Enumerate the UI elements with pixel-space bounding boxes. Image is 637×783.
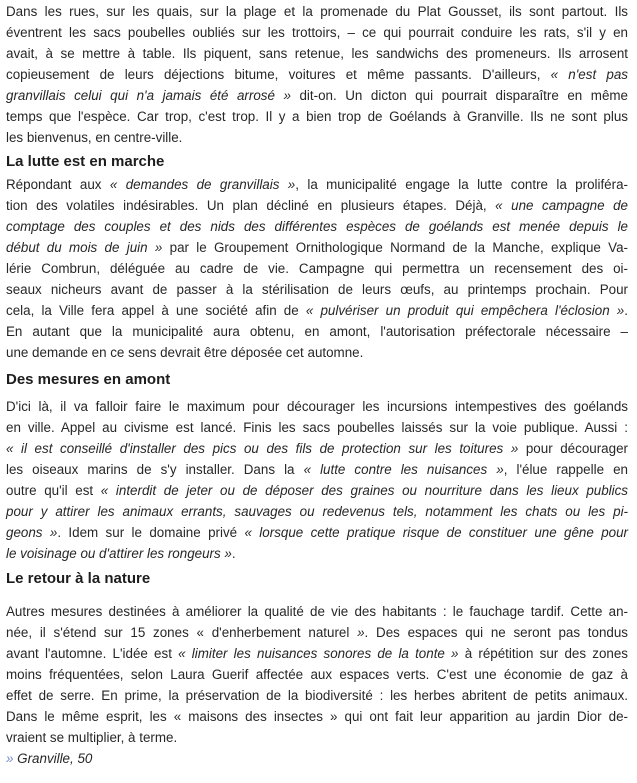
text-line: effet de serre. En prime, la préservation de la biodiversité : les herbes abritent de petits animaux. bbox=[6, 688, 628, 703]
text-line: Répondant aux « demandes de granvillais », la municipalité engage la lutte contre la proliféra- bbox=[6, 177, 628, 192]
text-line: une demande en ce sens devrait être déposée cet automne. bbox=[6, 345, 364, 360]
text-line: Autres mesures destinées à améliorer la qualité de vie des habitants : le fauchage tardif. Cette an- bbox=[6, 604, 628, 619]
section-heading-mesures: Des mesures en amont bbox=[6, 371, 171, 388]
text-line: « il est conseillé d'installer des pics ou des fils de protection sur les toitures » pour décourager bbox=[6, 441, 628, 456]
text-line: vraient se multiplier, à terme. bbox=[6, 730, 178, 745]
text-line: avant l'automne. L'idée est « limiter les nuisances sonores de la tonte » à répétition sur des zones bbox=[6, 646, 628, 661]
byline-guillemet-icon: » bbox=[6, 751, 18, 766]
text-line: cela, la Ville fera appel à une société afin de « pulvériser un produit qui empêchera l'éclosion ». bbox=[6, 303, 628, 318]
byline-text: Granville, 50 bbox=[17, 751, 93, 766]
text-line: tion des volatiles indésirables. Un plan décliné en plusieurs étapes. Déjà, « une campagne de bbox=[6, 198, 628, 213]
text-line: éventrent les sacs poubelles oubliés sur les trottoirs, – ce qui pourrait conduire les rats, s'il y en bbox=[6, 25, 628, 40]
text-line: outre qu'il est « interdit de jeter ou de déposer des graines ou nourriture dans les lieux publics bbox=[6, 483, 628, 498]
text-line: temps que l'espèce. Car trop, c'est trop. Il y a bien trop de Goélands à Granville. Ils ne sont plus bbox=[6, 109, 628, 124]
text-line: geons ». Idem sur le domaine privé « lorsque cette pratique risque de constituer une gêne pour bbox=[6, 525, 629, 540]
text-line: seaux nicheurs avant de passer à la stérilisation de leurs œufs, au printemps prochain. Pour bbox=[6, 282, 628, 297]
text-line: granvillais celui qui n'a jamais été arrosé » dit-on. Un dicton qui pourrait disparaître en même bbox=[6, 88, 629, 103]
text-line: en ville. Appel au civisme est lancé. Finis les sacs poubelles laissés sur la voie publique. Aussi : bbox=[6, 420, 628, 435]
section-heading-lutte: La lutte est en marche bbox=[6, 153, 165, 170]
text-line: début du mois de juin » par le Groupement Ornithologique Normand de la Manche, explique Va- bbox=[6, 240, 629, 255]
text-line: avait, à se mettre à table. Ils piquent, sans retenue, les sandwichs des promeneurs. Ils arrosent bbox=[6, 46, 628, 61]
text-line: le voisinage ou d'attirer les rongeurs ». bbox=[6, 546, 236, 561]
intro-paragraph bbox=[6, 1, 628, 148]
lutte-paragraph bbox=[6, 174, 628, 363]
text-line: copieusement de leurs déjections bitume, voitures et même passants. D'ailleurs, « n'est pas bbox=[6, 67, 628, 82]
section-heading-nature: Le retour à la nature bbox=[6, 570, 151, 587]
text-line: Dans le même esprit, les « maisons des insectes » qui ont fait leur apparition au jardin Dior de- bbox=[6, 709, 628, 724]
text-line: En autant que la municipalité aura obtenu, en amont, l'autorisation préfectorale nécessaire – bbox=[6, 324, 628, 339]
text-line: pour y attirer les animaux errants, sauvages ou redevenus tels, notamment les chats ou les pi- bbox=[6, 504, 628, 519]
mesures-paragraph bbox=[6, 396, 628, 564]
text-line: moins fréquentées, selon Laura Guerif affectée aux espaces verts. C'est une économie de gaz à bbox=[6, 667, 628, 682]
text-line: comptage des couples et des nids des différentes espèces de goélands est menée depuis le bbox=[6, 219, 628, 234]
text-line: les oiseaux marins de s'y installer. Dans la « lutte contre les nuisances », l'élue rappelle en bbox=[6, 462, 628, 477]
text-line: Dans les rues, sur les quais, sur la plage et la promenade du Plat Gousset, ils sont partout. Ils bbox=[6, 4, 628, 19]
text-line: les bienvenus, en centre-ville. bbox=[6, 130, 183, 145]
source-byline[interactable] bbox=[6, 748, 628, 769]
text-line: née, il s'étend sur 15 zones « d'enherbement naturel ». Des espaces qui ne seront pas tondus bbox=[6, 625, 628, 640]
text-line: lérie Combrun, déléguée au cadre de vie. Campagne qui permettra un recensement des oi- bbox=[6, 261, 628, 276]
nature-paragraph bbox=[6, 601, 628, 748]
text-line: D'ici là, il va falloir faire le maximum pour décourager les incursions intempestives des goélands bbox=[6, 399, 628, 414]
